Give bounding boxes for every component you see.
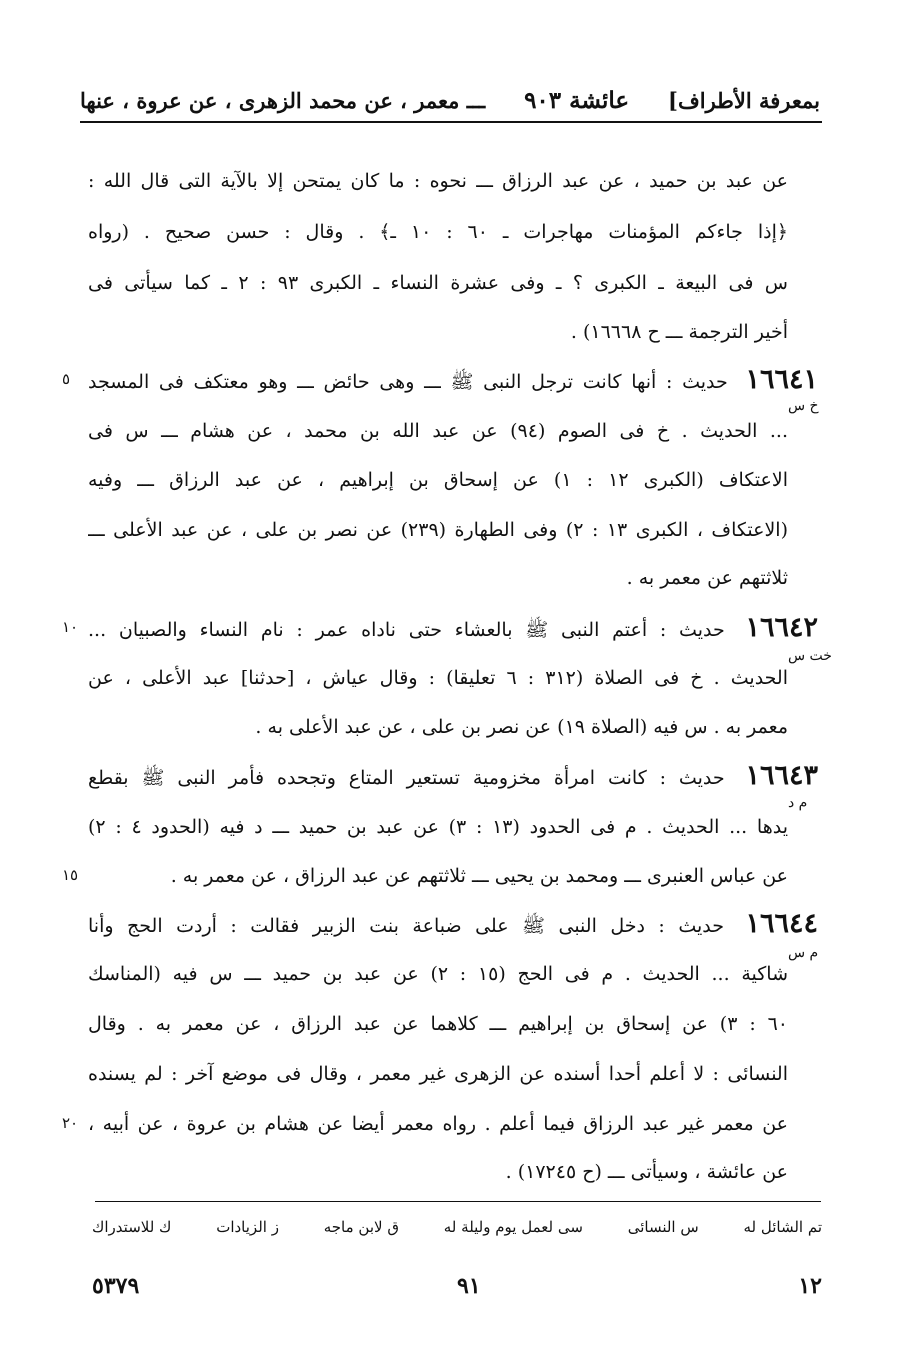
entry-first-line bbox=[88, 604, 818, 652]
text-line: يدها ... الحديث . م فى الحدود (١٣ : ٣) عن عبد بن حميد ـــ د فيه (الحدود ٤ : ٢) bbox=[88, 816, 788, 838]
entry-number: ١٦٦٤١ bbox=[745, 364, 818, 395]
text-line: أخير الترجمة ـــ ح ١٦٦٦٨) . bbox=[570, 321, 788, 343]
entry-number: ١٦٦٤٢ bbox=[745, 612, 818, 643]
sigla-item: سى لعمل يوم وليلة له bbox=[443, 1218, 583, 1236]
entry-sigla: خت س bbox=[788, 648, 832, 664]
entry-sigla: م س bbox=[788, 945, 819, 961]
text-line: الاعتكاف (الكبرى ١٢ : ١) عن إسحاق بن إبراهيم ، عن عبد الرزاق ـــ وفيه bbox=[88, 469, 788, 491]
running-head-center: عائشة ٩٠٣ bbox=[524, 86, 630, 114]
text-line: عن معمر غير عبد الرزاق فيما أعلم . رواه معمر أيضا عن هشام بن عروة ، عن أبيه ، bbox=[88, 1113, 788, 1135]
page-footer bbox=[92, 1268, 822, 1304]
entry-sigla: خ س bbox=[788, 398, 819, 414]
entry-first-line bbox=[88, 356, 818, 404]
text-line: معمر به . س فيه (الصلاة ١٩) عن نصر بن على ، عن عبد الأعلى به . bbox=[255, 716, 788, 738]
header-rule bbox=[80, 121, 822, 123]
text-line: ثلاثتهم عن معمر به . bbox=[626, 567, 788, 589]
line-number: ١٠ bbox=[62, 618, 79, 636]
sigla-item: ز الزيادات bbox=[216, 1218, 279, 1236]
text-line: النسائى : لا أعلم أحدا أسنده عن الزهرى غير معمر ، وقال فى موضع آخر : لم يسنده bbox=[88, 1063, 788, 1085]
entry-text: حديث : أعتم النبى ﷺ بالعشاء حتى ناداه عمر : نام النساء والصبيان ... bbox=[88, 619, 725, 641]
footer-rule bbox=[95, 1201, 821, 1202]
sigla-item: تم الشائل له bbox=[743, 1218, 822, 1236]
entry-first-line bbox=[88, 752, 818, 800]
entry-number: ١٦٦٤٤ bbox=[745, 908, 818, 939]
running-head bbox=[80, 78, 820, 122]
sigla-item: س النسائى bbox=[627, 1218, 699, 1236]
line-number: ٥ bbox=[62, 370, 71, 388]
line-number: ١٥ bbox=[62, 866, 79, 884]
sigla-key bbox=[92, 1210, 822, 1244]
text-line: عن عائشة ، وسيأتى ـــ (ح ١٧٢٤٥) . bbox=[505, 1161, 788, 1183]
entry-text: حديث : أنها كانت ترجل النبى ﷺ ـــ وهى حائض ـــ وهو معتكف فى المسجد bbox=[88, 371, 728, 393]
page-number: ٩١ bbox=[457, 1273, 481, 1299]
text-line: س فى البيعة ـ الكبرى ؟ ـ وفى عشرة النساء ـ الكبرى ٩٣ : ٢ ـ كما سيأتى فى bbox=[88, 272, 788, 294]
entry-first-line bbox=[88, 900, 818, 948]
entry-text: حديث : كانت امرأة مخزومية تستعير المتاع وتجحده فأمر النبى ﷺ بقطع bbox=[88, 767, 725, 789]
text-line: ﴿إذا جاءكم المؤمنات مهاجرات ـ ٦٠ : ١٠ ـ﴾ . وقال : حسن صحيح . (رواه bbox=[88, 221, 788, 243]
entry-sigla: م د bbox=[788, 795, 808, 811]
volume-number: ١٢ bbox=[798, 1273, 822, 1299]
text-line: عن عبد بن حميد ، عن عبد الرزاق ـــ نحوه : ما كان يمتحن إلا بالآية التى قال الله : bbox=[88, 170, 788, 192]
sigla-item: ق لابن ماجه bbox=[323, 1218, 399, 1236]
text-line: عن عباس العنبرى ـــ ومحمد بن يحيى ـــ ثلاثتهم عن عبد الرزاق ، عن معمر به . bbox=[170, 865, 788, 887]
entry-text: حديث : دخل النبى ﷺ على ضباعة بنت الزبير فقالت : أردت الحج وأنا bbox=[88, 915, 724, 937]
text-line: (الاعتكاف ، الكبرى ١٣ : ٢) وفى الطهارة (٢٣٩) عن نصر بن على ، عن عبد الأعلى ـــ bbox=[88, 519, 788, 541]
running-head-left: ـــ معمر ، عن محمد الزهرى ، عن عروة ، عنها bbox=[80, 87, 486, 113]
text-line: ٦٠ : ٣) عن إسحاق بن إبراهيم ـــ كلاهما عن عبد الرزاق ، عن معمر به . وقال bbox=[88, 1013, 788, 1035]
text-line: شاكية ... الحديث . م فى الحج (١٥ : ٢) عن عبد بن حميد ـــ س فيه (المناسك bbox=[88, 963, 788, 985]
print-number: ٥٣٧٩ bbox=[92, 1273, 140, 1299]
text-line: الحديث . خ فى الصلاة (٣١٢ : ٦ تعليقا) : وقال عياش ، [حدثنا] عبد الأعلى ، عن bbox=[88, 667, 788, 689]
running-head-right: بمعرفة الأطراف] bbox=[668, 87, 820, 113]
text-line: ... الحديث . خ فى الصوم (٩٤) عن عبد الله بن محمد ، عن هشام ـــ س فى bbox=[88, 420, 788, 442]
entry-number: ١٦٦٤٣ bbox=[745, 760, 818, 791]
sigla-item: ك للاستدراك bbox=[92, 1218, 172, 1236]
line-number: ٢٠ bbox=[62, 1114, 79, 1132]
